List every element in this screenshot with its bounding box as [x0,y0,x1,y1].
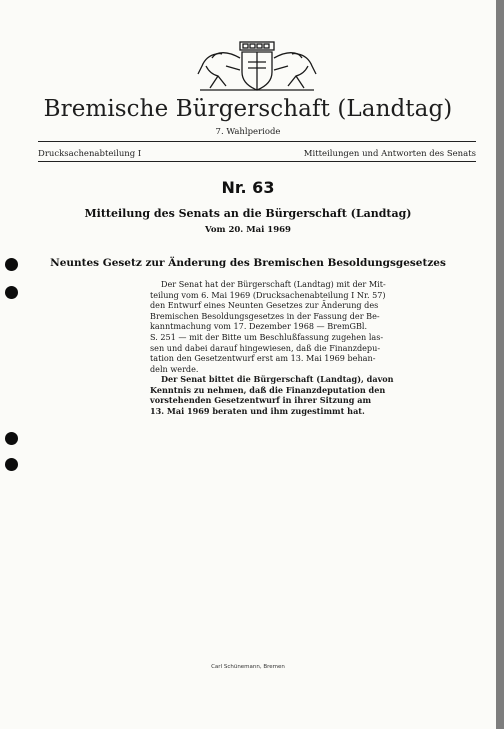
legislative-period: 7. Wahlperiode [215,127,281,137]
body-line: tation den Gesetzentwurf erst am 13. Mai 1969 behan- [150,353,376,364]
body-line: kanntmachung vom 17. Dezember 1968 — BremGBl. [150,321,368,332]
body-line: Der Senat hat der Bürgerschaft (Landtag) mit der Mit- [161,279,386,289]
body-line: sen und dabei darauf hingewiesen, daß die Finanzdepu- [150,342,381,353]
document-title: Bremische Bürgerschaft (Landtag) [43,96,453,122]
document-date: Vom 20. Mai 1969 [205,225,291,235]
punch-hole [5,458,18,471]
subject-heading: Mitteilung des Senats an die Bürgerschaft (Landtag) [84,207,412,220]
request-paragraph [150,374,394,416]
request-line: Kenntnis zu nehmen, daß die Finanzdeputation den [150,384,386,395]
body-line: teilung vom 6. Mai 1969 (Drucksachenabteilung I Nr. 57) [150,289,386,300]
body-line: S. 251 — mit der Bitte um Beschlußfassung zugehen las- [150,331,384,342]
header-rule-bottom [38,161,476,162]
body-line: deln werde. [150,363,199,374]
printer-imprint: Carl Schünemann, Bremen [211,664,285,670]
request-line: vorstehenden Gesetzentwurf in ihrer Sitzung am [150,395,372,406]
bremen-coat-of-arms-icon [196,40,318,94]
law-title: Neuntes Gesetz zur Änderung des Bremischen Besoldungsgesetzes [50,257,446,269]
body-paragraph [150,279,386,374]
punch-hole [5,286,18,299]
request-line: Der Senat bittet die Bürgerschaft (Landtag), davon [161,374,394,384]
body-line: Bremischen Besoldungsgesetzes in der Fassung der Be- [150,310,380,321]
department-label: Drucksachenabteilung I [38,149,142,159]
header-rule-top [38,141,476,142]
series-label: Mitteilungen und Antworten des Senats [303,149,476,159]
document-number: Nr. 63 [221,178,275,197]
punch-hole [5,432,18,445]
request-line: 13. Mai 1969 beraten und ihm zugestimmt hat. [150,405,365,416]
body-line: den Entwurf eines Neunten Gesetzes zur Änderung des [150,300,379,311]
